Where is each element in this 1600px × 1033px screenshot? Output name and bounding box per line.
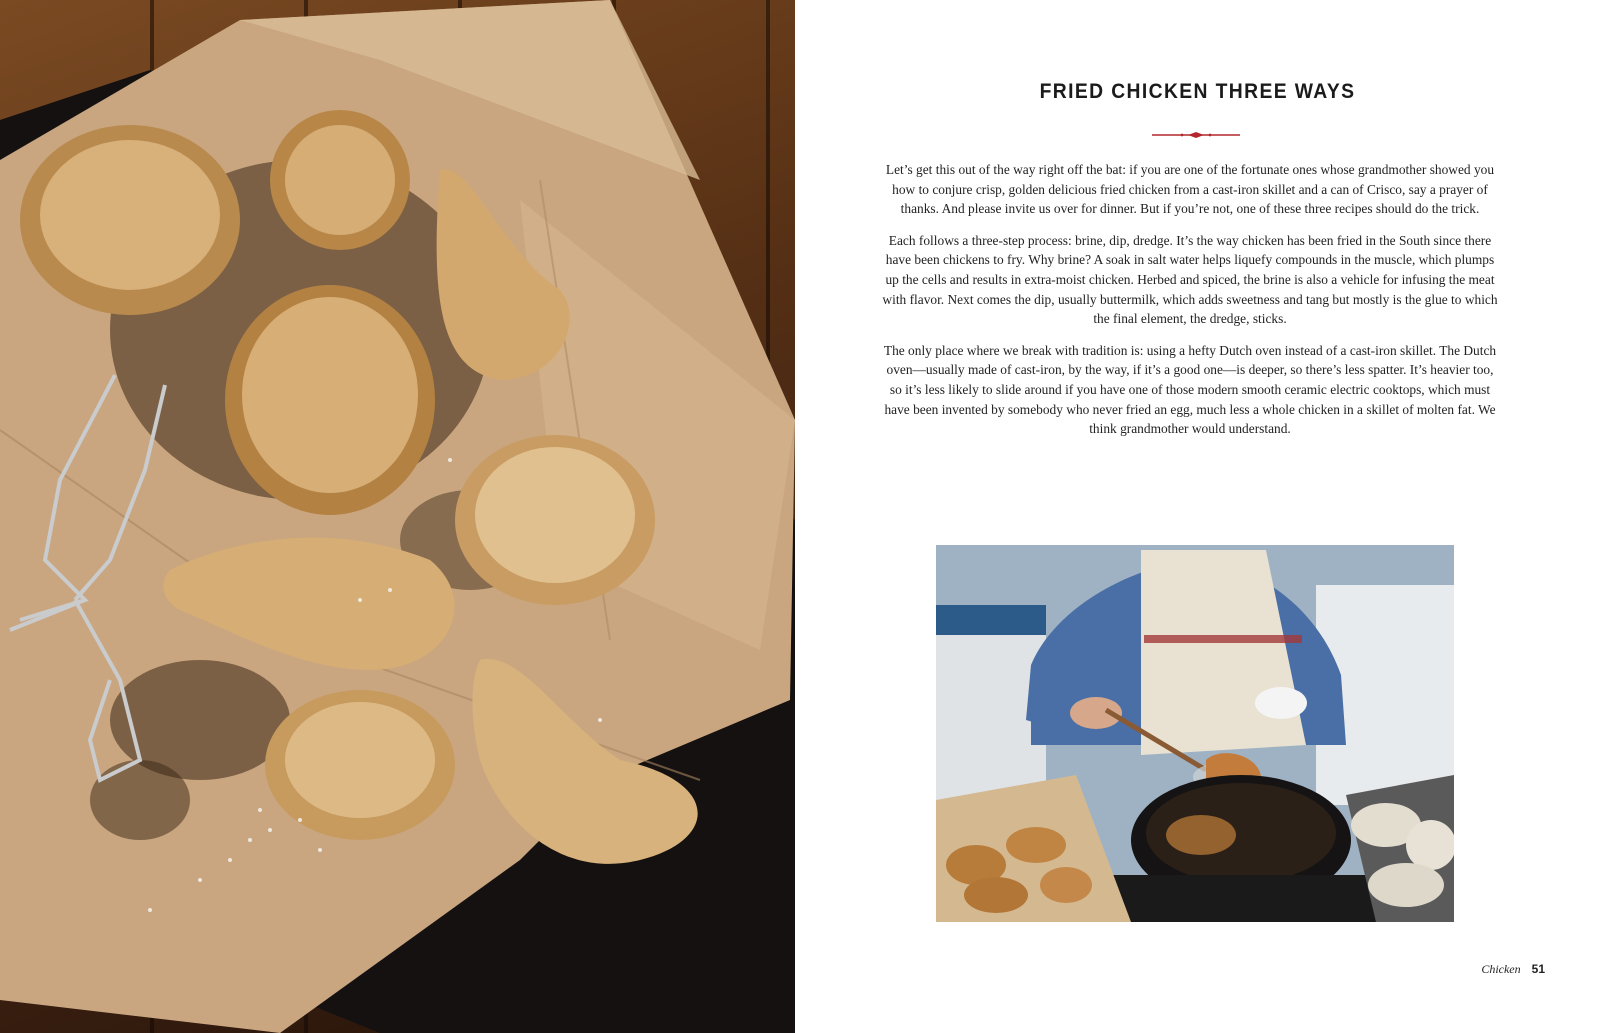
intro-text <box>880 160 1500 451</box>
section-name: Chicken <box>1481 962 1521 976</box>
title-divider-ornament <box>1152 131 1240 139</box>
paragraph-dutch-oven: The only place where we break with tradition is: using a hefty Dutch oven instead of a cast-iron skillet. The Dutch oven—usually made of cast-iron, by the way, if it’s a good one—is deeper, so there’s less spatter. It’s heavier too, so it’s less likely to slide around if you have one of those modern smooth ceramic electric cooktops, which must have been invented by somebody who never fried an egg, much less a whole chicken in a skillet of molten fat. We think grandmother would understand. <box>883 342 1497 437</box>
fried-chicken-photo <box>0 0 795 1033</box>
page-footer <box>1481 962 1545 977</box>
page-title: FRIED CHICKEN THREE WAYS <box>1039 80 1356 103</box>
page-number: 51 <box>1531 962 1545 976</box>
frying-photo <box>936 545 1454 922</box>
paragraph-intro: Let’s get this out of the way right off the bat: if you are one of the fortunate ones whose grandmother showed you how to conjure crisp, golden delicious fried chicken from a cast-iron skillet and a can of Crisco, say a prayer of thanks. And please invite us over for dinner. But if you’re not, one of these three recipes should do the trick. <box>885 162 1495 217</box>
paragraph-process: Each follows a three-step process: brine, dip, dredge. It’s the way chicken has been fried in the South since there have been chickens to fry. Why brine? A soak in salt water helps liquefy compounds in the muscle, which plumps up the cells and results in extra-moist chicken. Herbed and spiced, the brine is also a vehicle for infusing the meat with flavor. Next comes the dip, usually buttermilk, which adds sweetness and tang but mostly is the glue to which the final element, the dredge, sticks. <box>882 232 1498 327</box>
text-page <box>795 0 1600 1033</box>
